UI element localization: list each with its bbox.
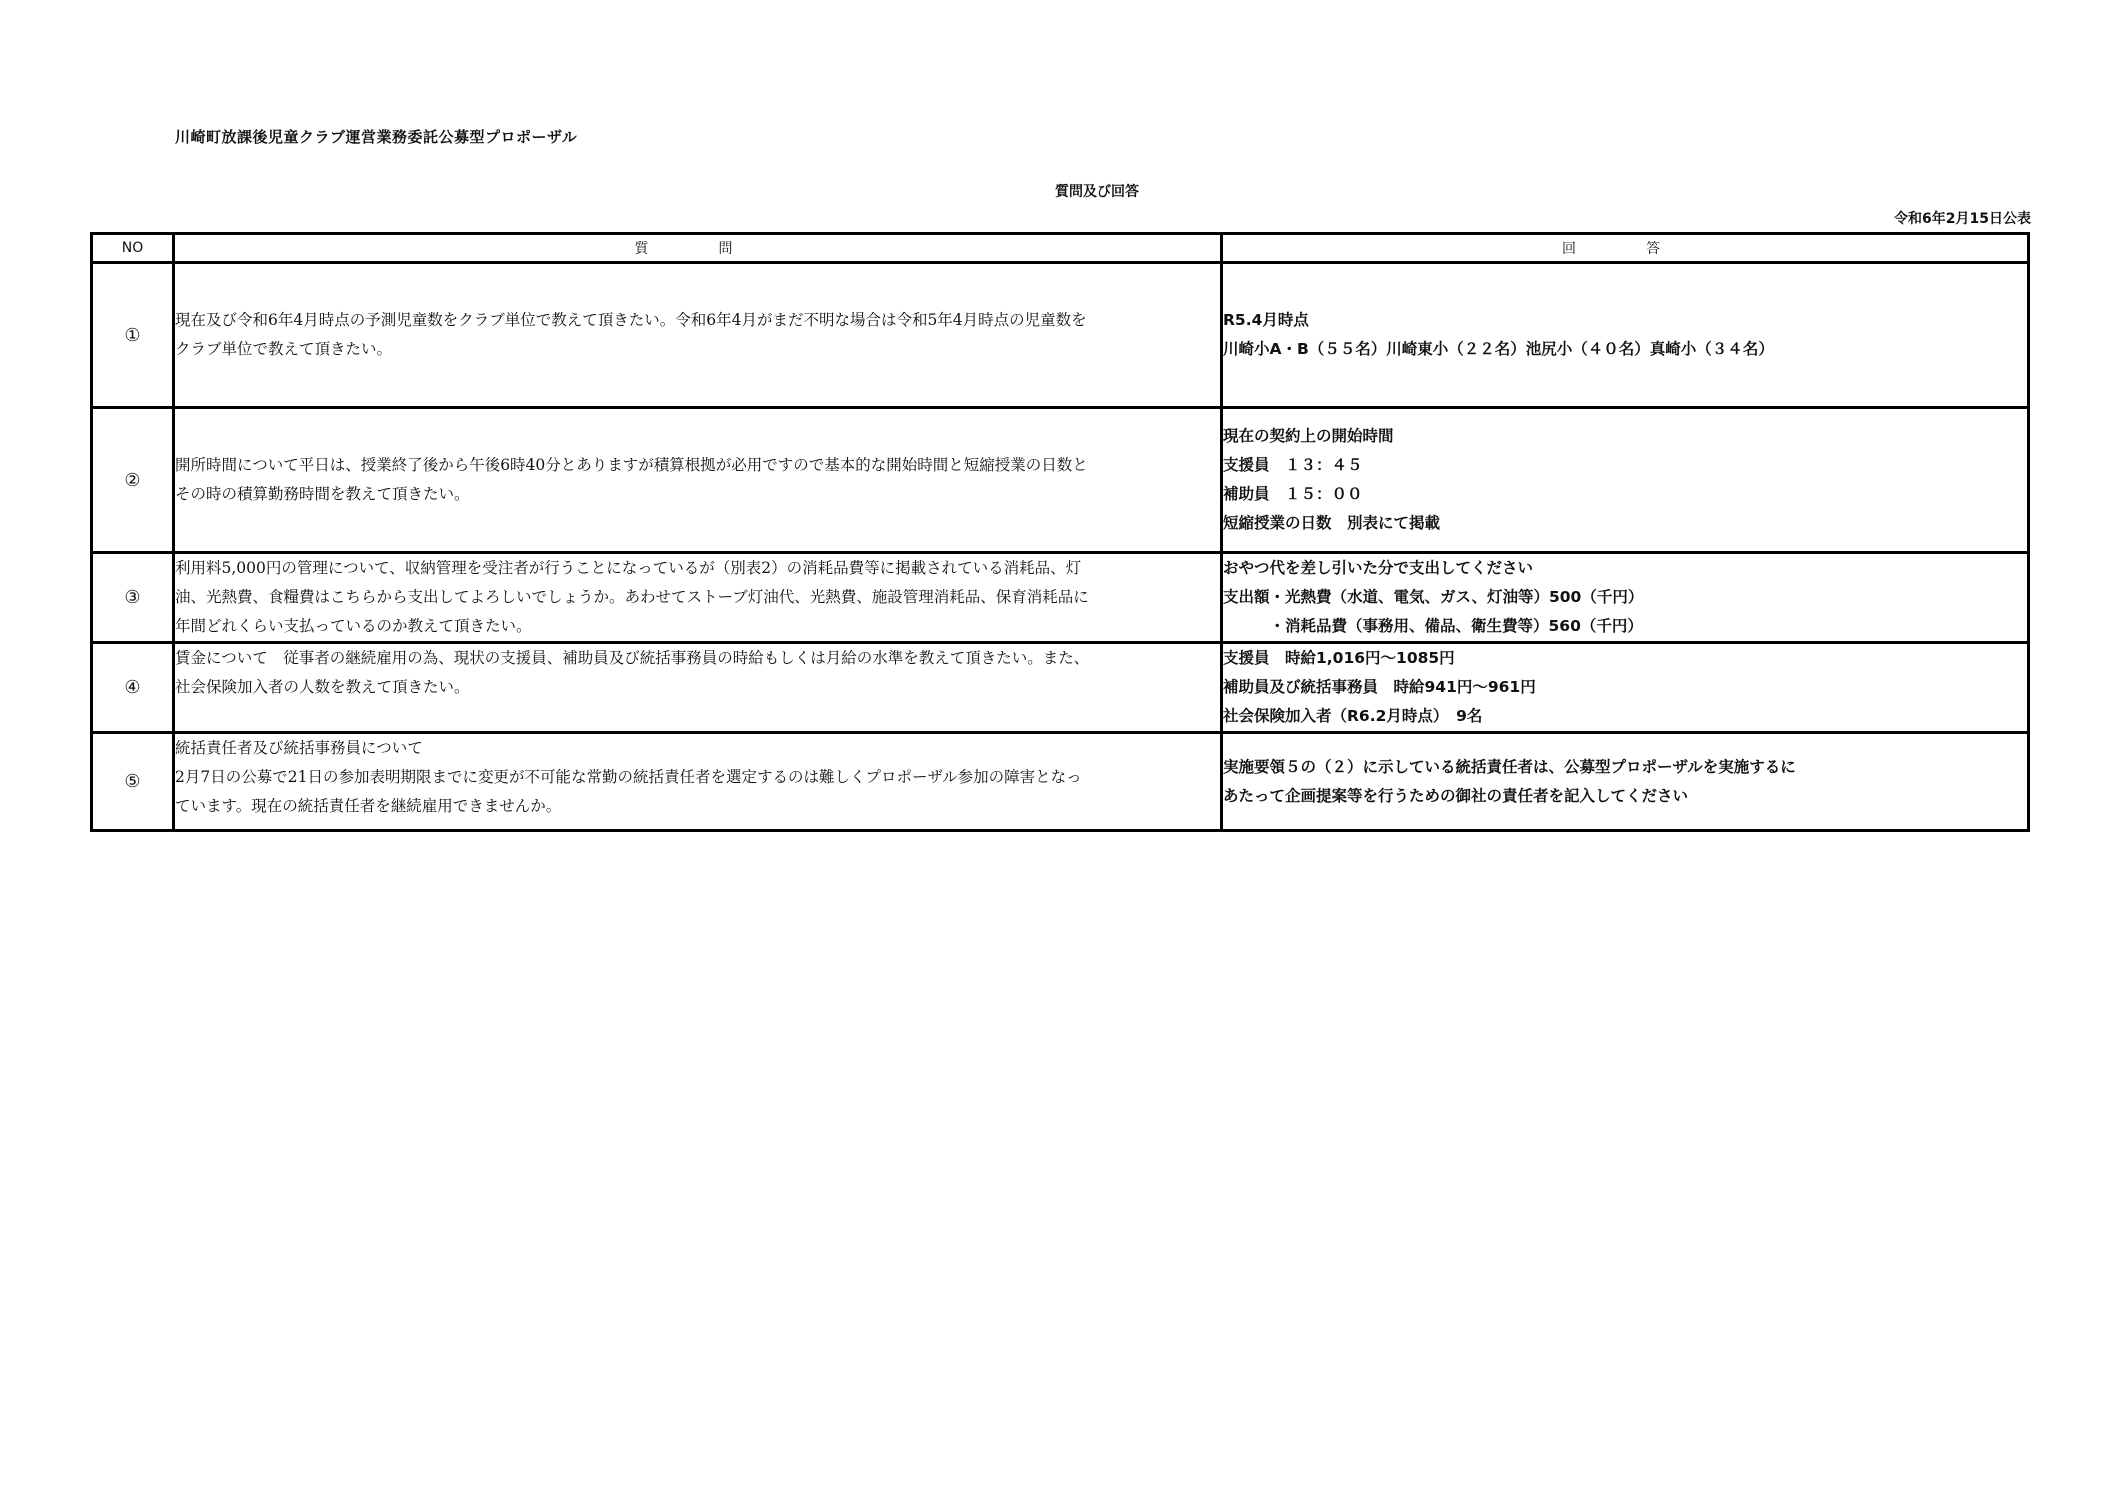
question-line: 2月7日の公募で21日の参加表明期限までに変更が不可能な常勤の統括責任者を選定するのは難しくプロポーザル参加の障害となっ	[175, 768, 1082, 786]
question-cell	[174, 733, 1222, 831]
question-cell	[174, 263, 1222, 408]
answer-line: R5.4月時点	[1223, 311, 1309, 329]
answer-cell	[1222, 643, 2029, 733]
question-line: 油、光熱費、食糧費はこちらから支出してよろしいでしょうか。あわせてストーブ灯油代、光熱費、施設管理消耗品、保育消耗品に	[175, 588, 1089, 606]
table-row	[92, 263, 2029, 408]
row-number: ②	[92, 408, 174, 553]
document-title: 川崎町放課後児童クラブ運営業務委託公募型プロポーザル	[175, 128, 578, 146]
question-line: 開所時間について平日は、授業終了後から午後6時40分とありますが積算根拠が必用ですので基本的な開始時間と短縮授業の日数と	[175, 456, 1088, 474]
answer-line: 支援員 １３：４５	[1223, 456, 1363, 474]
answer-cell	[1222, 553, 2029, 643]
answer-line: 補助員及び統括事務員 時給941円～961円	[1223, 678, 1536, 696]
row-number: ③	[92, 553, 174, 643]
table-header-row	[92, 234, 2029, 263]
answer-cell	[1222, 263, 2029, 408]
qa-table	[90, 232, 2030, 832]
answer-line: 実施要領５の（２）に示している統括責任者は、公募型プロポーザルを実施するに	[1223, 757, 1796, 776]
answer-line: ・消耗品費（事務用、備品、衛生費等）560（千円）	[1223, 617, 1643, 635]
question-line: 統括責任者及び統括事務員について	[175, 739, 423, 757]
question-line: クラブ単位で教えて頂きたい。	[175, 340, 393, 358]
row-number: ①	[92, 263, 174, 408]
row-number: ④	[92, 643, 174, 733]
answer-line: 短縮授業の日数 別表にて掲載	[1223, 514, 1441, 532]
answer-line: 補助員 １５：００	[1223, 485, 1363, 503]
question-cell	[174, 643, 1222, 733]
question-cell	[174, 553, 1222, 643]
question-line: 賃金について 従事者の継続雇用の為、現状の支援員、補助員及び統括事務員の時給もしくは月給の水準を教えて頂きたい。また、	[175, 649, 1090, 667]
header-no: NO	[92, 234, 174, 263]
answer-line: 支援員 時給1,016円～1085円	[1223, 649, 1455, 667]
question-line: 利用料5,000円の管理について、収納管理を受注者が行うことになっているが（別表2）の消耗品費等に掲載されている消耗品、灯	[175, 559, 1082, 577]
table-row	[92, 643, 2029, 733]
question-line: 年間どれくらい支払っているのか教えて頂きたい。	[175, 617, 532, 635]
answer-cell	[1222, 408, 2029, 553]
table-row	[92, 553, 2029, 643]
question-line: 社会保険加入者の人数を教えて頂きたい。	[175, 678, 470, 696]
row-number: ⑤	[92, 733, 174, 831]
question-cell	[174, 408, 1222, 553]
table-row	[92, 733, 2029, 831]
header-answer: 回 答	[1222, 234, 2029, 263]
table-row	[92, 408, 2029, 553]
answer-line: 支出額・光熱費（水道、電気、ガス、灯油等）500（千円）	[1223, 588, 1644, 606]
answer-cell	[1222, 733, 2029, 831]
question-line: その時の積算勤務時間を教えて頂きたい。	[175, 485, 470, 503]
header-question: 質 問	[174, 234, 1222, 263]
answer-line: あたって企画提案等を行うための御社の責任者を記入してください	[1223, 786, 1689, 805]
question-line: 現在及び令和6年4月時点の予測児童数をクラブ単位で教えて頂きたい。令和6年4月がまだ不明な場合は令和5年4月時点の児童数を	[175, 311, 1087, 329]
answer-line: おやつ代を差し引いた分で支出してください	[1223, 559, 1534, 577]
answer-line: 川崎小A・B（５５名）川崎東小（２２名）池尻小（４０名）真崎小（３４名）	[1223, 340, 1774, 358]
document-subtitle: 質問及び回答	[1055, 184, 1139, 200]
publication-date: 令和6年2月15日公表	[1894, 211, 2031, 227]
question-line: ています。現在の統括責任者を継続雇用できませんか。	[175, 797, 562, 815]
answer-line: 社会保険加入者（R6.2月時点） 9名	[1223, 707, 1483, 725]
answer-line: 現在の契約上の開始時間	[1223, 427, 1394, 445]
